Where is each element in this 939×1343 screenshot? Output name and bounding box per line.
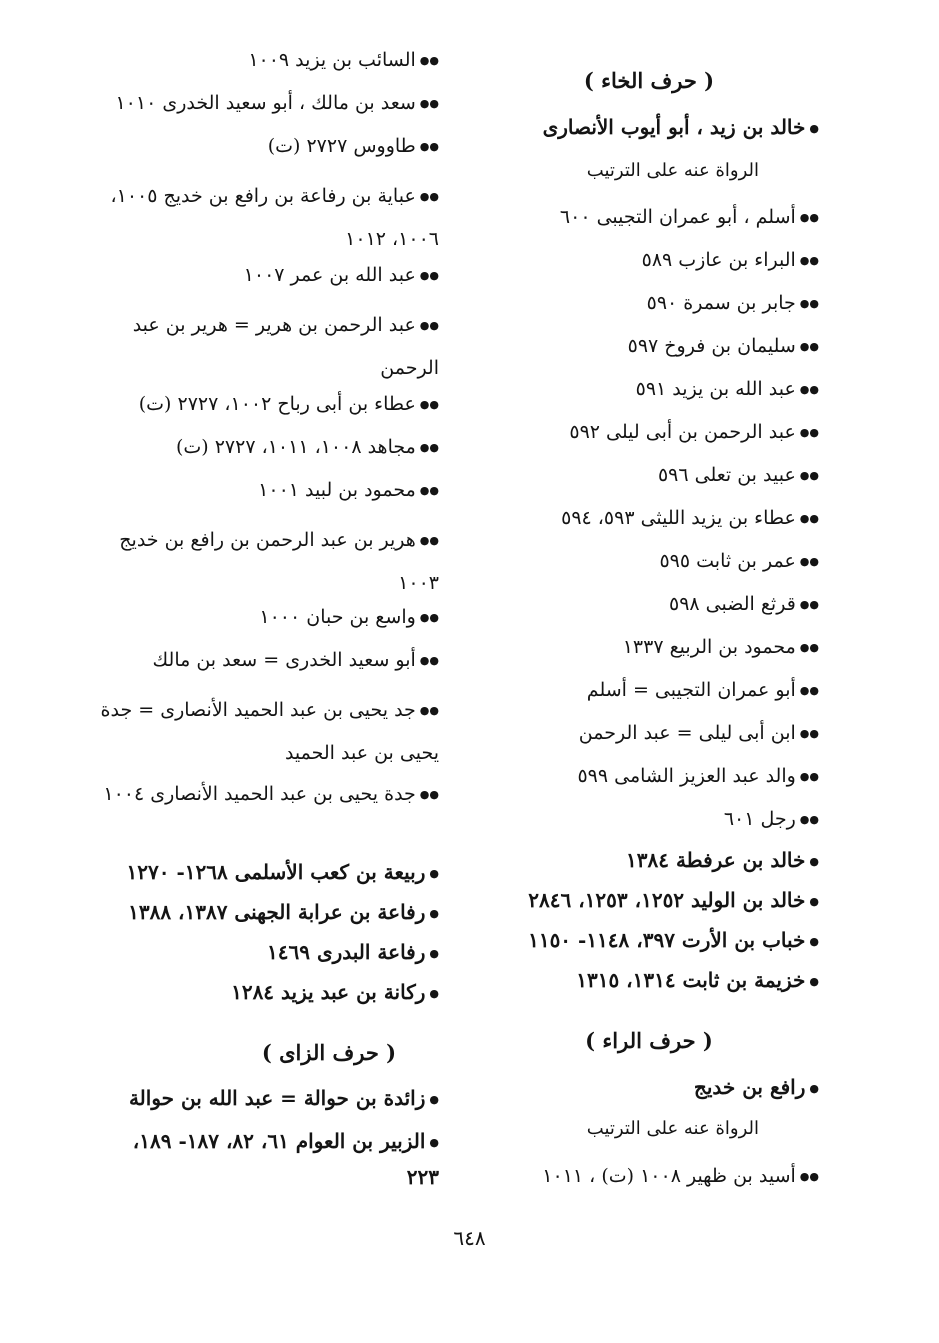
list-item: ●●طاووس ٢٧٢٧ (ت) xyxy=(267,135,439,157)
list-item: ●●عمر بن ثابت ٥٩٥ xyxy=(659,550,819,572)
list-item: ●●سليمان بن فروخ ٥٩٧ xyxy=(627,335,819,357)
list-item: ●●السائب بن يزيد ١٠٠٩ xyxy=(248,49,439,71)
list-item: ●●جد يحيى بن عبد الحميد الأنصارى = جدة يحيى بن عبد الحميد xyxy=(100,699,439,764)
main-entry: ●رفاعة البدرى ١٤٦٩ xyxy=(267,940,439,964)
list-item: ●●جابر بن سمرة ٥٩٠ xyxy=(646,292,819,314)
main-entry: ●خباب بن الأرت ٣٩٧، ١١٤٨- ١١٥٠ xyxy=(528,928,819,952)
list-item: ●●عبد الله بن يزيد ٥٩١ xyxy=(635,378,819,400)
list-item: ●●أبو عمران التجيبى = أسلم xyxy=(586,679,819,701)
list-item: ●●مجاهد ١٠٠٨، ١٠١١، ٢٧٢٧ (ت) xyxy=(175,436,439,458)
list-item: ●●ابن أبى ليلى = عبد الرحمن xyxy=(578,722,819,744)
list-item: ●●سعد بن مالك ، أبو سعيد الخدرى ١٠١٠ xyxy=(115,92,439,114)
main-entry: ●رافع بن خديج xyxy=(693,1075,819,1099)
subtitle: الرواة عنه على الترتيب xyxy=(586,160,759,181)
list-item: ●●قرثع الضبى ٥٩٨ xyxy=(669,593,819,615)
list-item: ●●البراء بن عازب ٥٨٩ xyxy=(641,249,819,271)
list-item: ●●أسيد بن ظهير ١٠٠٨ (ت) ، ١٠١١ xyxy=(542,1165,819,1187)
list-item: ●●عطاء بن أبى رباح ١٠٠٢، ٢٧٢٧ (ت) xyxy=(138,393,439,415)
main-entry: ●خالد بن زيد ، أبو أيوب الأنصارى xyxy=(542,115,819,139)
list-item: ●●أبو سعيد الخدرى = سعد بن مالك xyxy=(152,649,439,671)
list-item: ●●والد عبد العزيز الشامى ٥٩٩ xyxy=(577,765,819,787)
list-item: ●●عباية بن رفاعة بن رافع بن خديج ١٠٠٥، ١٠٠٦، ١٠١٢ xyxy=(110,185,439,250)
main-entry: ●الزبير بن العوام ٦١، ٨٢، ١٨٧- ١٨٩، ٢٢٣ xyxy=(132,1129,439,1189)
main-entry: ●ركانة بن عبد يزيد ١٢٨٤ xyxy=(231,980,439,1004)
section-header-ra: ( حرف الراء ) xyxy=(585,1028,713,1053)
list-item: ●●عبد الله بن عمر ١٠٠٧ xyxy=(243,264,439,286)
list-item: ●●محمود بن الربيع ١٣٣٧ xyxy=(622,636,819,658)
list-item: ●●عطاء بن يزيد الليثى ٥٩٣، ٥٩٤ xyxy=(561,507,819,529)
main-entry: ●زائدة بن حوالة = عبد الله بن حوالة xyxy=(128,1086,439,1110)
list-item: ●●عبد الرحمن بن هرير = هرير بن عبد الرحمن xyxy=(132,314,439,379)
list-item: ●●عبد الرحمن بن أبى ليلى ٥٩٢ xyxy=(569,421,819,443)
list-item: ●●رجل ٦٠١ xyxy=(723,808,819,830)
page-number: ٦٤٨ xyxy=(453,1226,486,1250)
main-entry: ●خالد بن الوليد ١٢٥٢، ١٢٥٣، ٢٨٤٦ xyxy=(528,888,819,912)
list-item: ●●أسلم ، أبو عمران التجيبى ٦٠٠ xyxy=(559,206,819,228)
main-entry: ●خزيمة بن ثابت ١٣١٤، ١٣١٥ xyxy=(576,968,819,992)
section-header-kha: ( حرف الخاء ) xyxy=(583,68,715,93)
main-entry: ●ربيعة بن كعب الأسلمى ١٢٦٨- ١٢٧٠ xyxy=(126,860,439,884)
list-item: ●●محمود بن لبيد ١٠٠١ xyxy=(258,479,439,501)
subtitle: الرواة عنه على الترتيب xyxy=(586,1118,759,1139)
list-item: ●●هرير بن عبد الرحمن بن رافع بن خديج ١٠٠٣ xyxy=(119,529,439,594)
list-item: ●●واسع بن حبان ١٠٠٠ xyxy=(259,606,439,628)
section-header-zay: ( حرف الزاى ) xyxy=(261,1040,397,1065)
main-entry: ●خالد بن عرفطة ١٣٨٤ xyxy=(626,848,819,872)
main-entry: ●رفاعة بن عرابة الجهنى ١٣٨٧، ١٣٨٨ xyxy=(128,900,439,924)
list-item: ●●عبيد بن تعلى ٥٩٦ xyxy=(657,464,819,486)
list-item: ●●جدة يحيى بن عبد الحميد الأنصارى ١٠٠٤ xyxy=(103,783,439,805)
